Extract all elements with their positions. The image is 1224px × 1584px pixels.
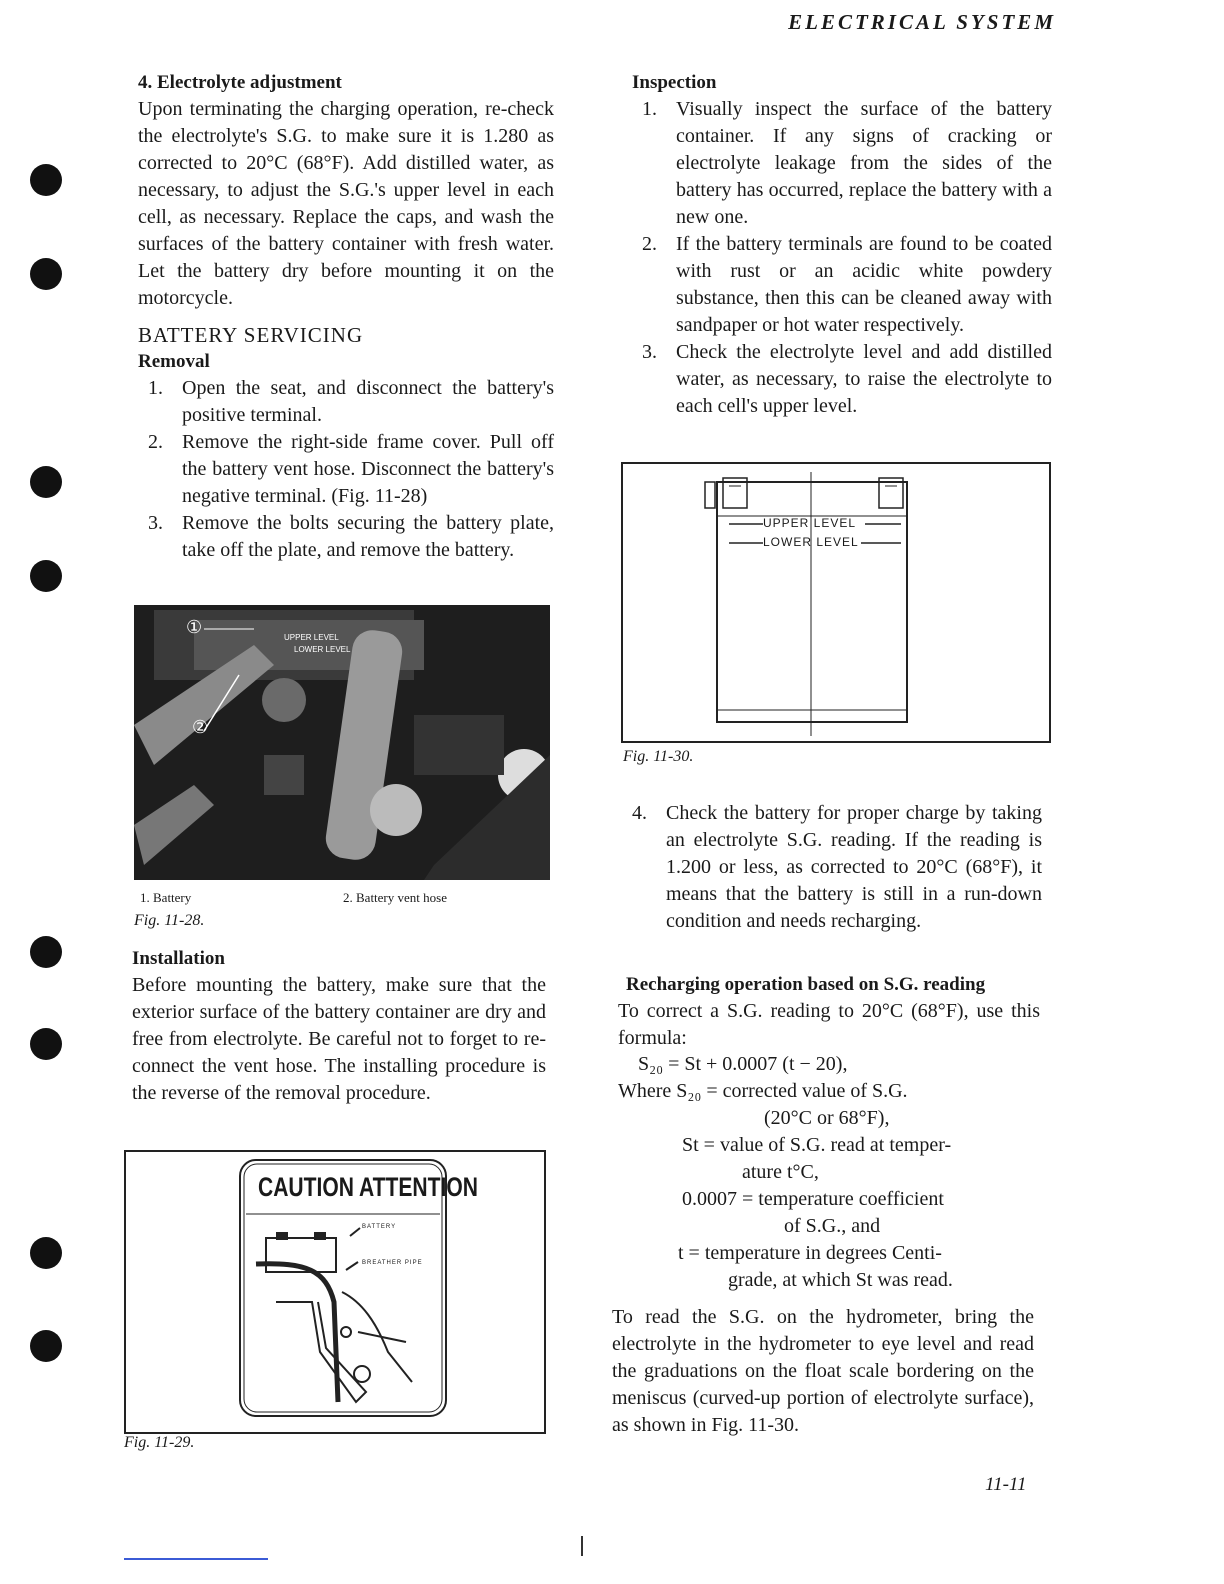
binder-hole [30,258,62,290]
sg-formula [618,1051,1048,1294]
recharging-intro: To correct a S.G. reading to 20°C (68°F), use this formula: [618,1000,1040,1049]
battery-photo [134,605,550,880]
battery-level-diagram [621,462,1051,743]
formula-where-2b: ature t°C, [742,1161,819,1183]
photo-lower-level-label: LOWER LEVEL [294,645,351,654]
scan-artifact-line [124,1558,268,1560]
scan-artifact-mark [581,1536,583,1556]
breather-pipe-label: BREATHER PIPE [362,1260,423,1266]
binder-hole [30,1237,62,1269]
binder-hole [30,466,62,498]
formula-where-2: St = value of S.G. read at temper- [682,1134,952,1156]
fig29-label: Fig. 11-29. [124,1434,195,1451]
inspection-section [632,70,1052,420]
recharging-section [618,972,1040,1052]
formula-where-1: Where S₂₀ = corrected value of S.G. [618,1080,908,1102]
binder-hole [30,560,62,592]
page-header: ELECTRICAL SYSTEM [788,10,1056,34]
installation-section [132,946,546,1107]
list-item: 2. If the battery terminals are found to be coated with rust or an acidic white powdery substance, then this can be cleaned away with sandpaper or hot water respectively. [642,233,1052,336]
upper-level-label: UPPER LEVEL [763,516,857,530]
fig28-legend-2: 2. Battery vent hose [343,890,447,905]
binder-hole [30,1330,62,1362]
binder-hole [30,936,62,968]
callout-2: ② [192,717,209,737]
formula-where-4b: grade, at which St was read. [728,1269,953,1291]
battery-label: BATTERY [362,1224,397,1230]
closing-body: To read the S.G. on the hydrometer, bring the electrolyte in the hydrometer to eye level and read the graduations on the float scale bordering on the meniscus (curved-up portion of electrolyte surface), as shown in Fig. 11-30. [612,1306,1034,1436]
photo-upper-level-label: UPPER LEVEL [284,633,339,642]
callout-1: ① [186,617,203,637]
installation-body: Before mounting the battery, make sure that the exterior surface of the battery container are dry and free from electrolyte. Be careful not to forget to re-connect the vent hose. The installing procedure is the reverse of the removal procedure. [132,974,546,1104]
fig28-label: Fig. 11-28. [134,912,205,929]
list-item: 1. Visually inspect the surface of the battery container. If any signs of cracking or electrolyte leakage from the sides of the battery has occurred, replace the battery with a new one. [642,98,1052,228]
list-item: 2. Remove the right-side frame cover. Pull off the battery vent hose. Disconnect the battery's negative terminal. (Fig. 11-28) [148,431,554,507]
binder-hole [30,1028,62,1060]
installation-heading: Installation [132,948,225,969]
list-item: 3. Check the electrolyte level and add distilled water, as necessary, to raise the electrolyte to each cell's upper level. [642,341,1052,417]
left-column-top [138,70,554,564]
lower-level-label: LOWER LEVEL [763,535,859,549]
inspection-steps [632,96,1052,420]
formula-line: S₂₀ = St + 0.0007 (t − 20), [638,1053,848,1075]
step-4 [622,800,1042,935]
electrolyte-adjustment-body: Upon terminating the charging operation, re-check the electrolyte's S.G. to make sure it is 1.280 as corrected to 20°C (68°F). Add distilled water, as necessary, to adjust the S.G.'s upper level in each cell, as necessary. Replace the caps, and wash the surfaces of the battery container with fresh water. Let the battery dry before mounting it on the motorcycle. [138,98,554,309]
inspection-heading: Inspection [632,72,717,93]
recharging-heading: Recharging operation based on S.G. reading [626,974,986,995]
battery-servicing-title: BATTERY SERVICING [138,323,364,347]
page-number: 11-11 [985,1474,1027,1495]
formula-where-3: 0.0007 = temperature coefficient [682,1188,944,1210]
fig28-legend-1: 1. Battery [140,890,192,905]
formula-where-4: t = temperature in degrees Centi- [678,1242,942,1264]
removal-steps [138,375,554,564]
removal-heading: Removal [138,351,210,372]
formula-where-3b: of S.G., and [784,1215,881,1237]
list-item: 4. Check the battery for proper charge by taking an electrolyte S.G. reading. If the reading is 1.200 or less, as corrected to 20°C (68°F), it means that the battery is still in a run-down condition and needs recharging. [632,802,1042,932]
electrolyte-adjustment-heading: 4. Electrolyte adjustment [138,72,342,93]
hydrometer-reading-paragraph [612,1304,1034,1439]
list-item: 1. Open the seat, and disconnect the battery's positive terminal. [148,377,554,426]
caution-label-figure [124,1150,546,1434]
binder-hole [30,164,62,196]
caution-attention-title: CAUTION ATTENTION [258,1172,478,1202]
fig30-label: Fig. 11-30. [623,748,694,765]
list-item: 3. Remove the bolts securing the battery plate, take off the plate, and remove the battery. [148,512,554,561]
formula-where-1b: (20°C or 68°F), [764,1107,890,1129]
